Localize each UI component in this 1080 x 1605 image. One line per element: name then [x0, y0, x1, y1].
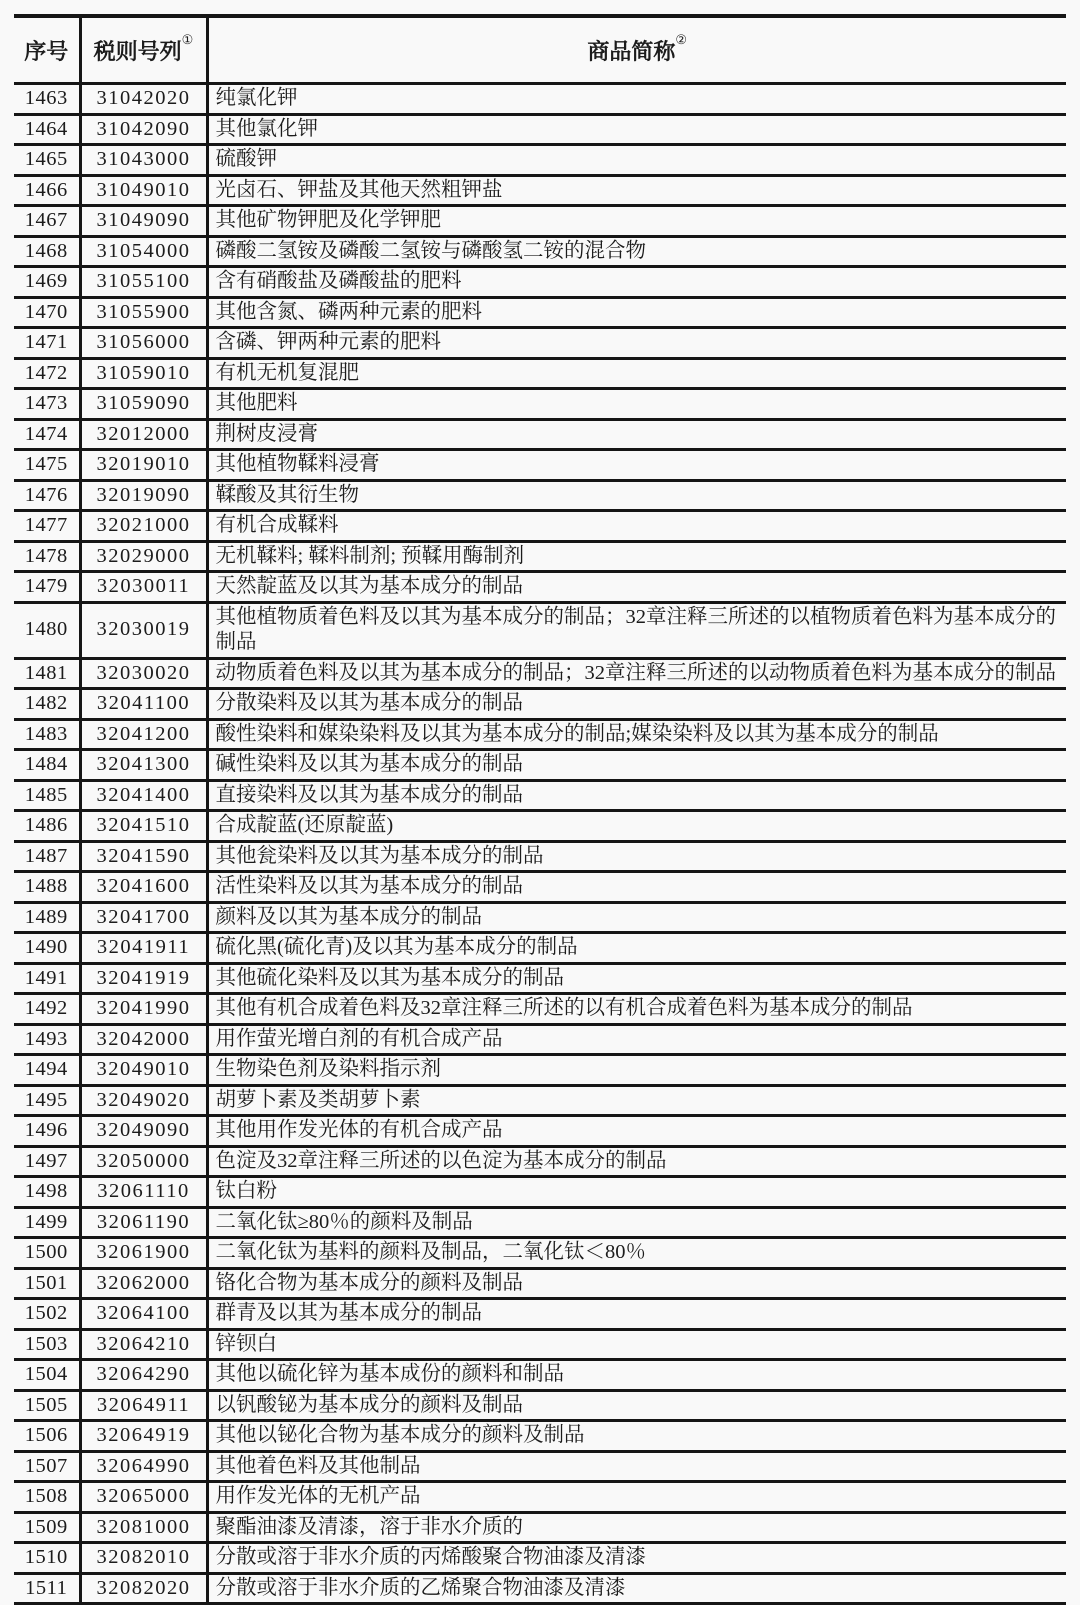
code-cell: 32041400 [80, 780, 207, 811]
serial-cell: 1499 [14, 1207, 80, 1238]
name-cell: 其他以硫化锌为基本成份的颜料和制品 [207, 1360, 1066, 1391]
code-cell: 32042000 [80, 1024, 207, 1055]
serial-cell: 1465 [14, 145, 80, 176]
code-cell: 32081000 [80, 1512, 207, 1543]
code-cell: 32030011 [80, 572, 207, 603]
serial-cell: 1511 [14, 1573, 80, 1604]
serial-cell: 1498 [14, 1177, 80, 1208]
name-cell: 以钒酸铋为基本成分的颜料及制品 [207, 1390, 1066, 1421]
name-cell: 有机无机复混肥 [207, 358, 1066, 389]
code-cell: 31054000 [80, 236, 207, 267]
code-cell: 32064911 [80, 1390, 207, 1421]
serial-cell: 1501 [14, 1268, 80, 1299]
table-row [14, 1177, 1066, 1208]
name-cell: 其他植物鞣料浸膏 [207, 450, 1066, 481]
table-row [14, 511, 1066, 542]
table-row [14, 1207, 1066, 1238]
name-cell: 其他硫化染料及以其为基本成分的制品 [207, 963, 1066, 994]
table-row [14, 358, 1066, 389]
serial-cell: 1510 [14, 1543, 80, 1574]
name-cell: 有机合成鞣料 [207, 511, 1066, 542]
serial-cell: 1488 [14, 872, 80, 903]
code-cell: 32041510 [80, 811, 207, 842]
table-row [14, 780, 1066, 811]
serial-cell: 1481 [14, 658, 80, 689]
code-cell: 32030020 [80, 658, 207, 689]
name-cell: 酸性染料和媒染染料及以其为基本成分的制品;媒染染料及以其为基本成分的制品 [207, 719, 1066, 750]
table-row [14, 84, 1066, 115]
table-row [14, 419, 1066, 450]
table-row [14, 1512, 1066, 1543]
serial-cell: 1480 [14, 602, 80, 658]
name-cell: 天然靛蓝及以其为基本成分的制品 [207, 572, 1066, 603]
code-cell: 32064990 [80, 1451, 207, 1482]
serial-cell: 1467 [14, 206, 80, 237]
footnote-marker-1: ① [181, 32, 194, 48]
serial-cell: 1483 [14, 719, 80, 750]
serial-cell: 1492 [14, 994, 80, 1025]
code-cell: 32082020 [80, 1573, 207, 1604]
serial-cell: 1486 [14, 811, 80, 842]
serial-cell: 1504 [14, 1360, 80, 1391]
table-row [14, 328, 1066, 359]
table-row [14, 750, 1066, 781]
code-cell: 32049090 [80, 1116, 207, 1147]
name-cell: 分散或溶于非水介质的乙烯聚合物油漆及清漆 [207, 1573, 1066, 1604]
code-cell: 32061900 [80, 1238, 207, 1269]
table-row [14, 811, 1066, 842]
serial-cell: 1497 [14, 1146, 80, 1177]
serial-cell: 1509 [14, 1512, 80, 1543]
name-cell: 分散染料及以其为基本成分的制品 [207, 689, 1066, 720]
table-row [14, 572, 1066, 603]
serial-cell: 1496 [14, 1116, 80, 1147]
name-cell: 活性染料及以其为基本成分的制品 [207, 872, 1066, 903]
column-header-serial [14, 16, 80, 84]
code-cell: 32041300 [80, 750, 207, 781]
table-row [14, 1360, 1066, 1391]
name-cell: 聚酯油漆及清漆，溶于非水介质的 [207, 1512, 1066, 1543]
serial-cell: 1507 [14, 1451, 80, 1482]
name-cell: 合成靛蓝(还原靛蓝) [207, 811, 1066, 842]
table-body [14, 84, 1066, 1604]
code-cell: 31055100 [80, 267, 207, 298]
table-row [14, 1055, 1066, 1086]
name-cell: 含磷、钾两种元素的肥料 [207, 328, 1066, 359]
serial-cell: 1494 [14, 1055, 80, 1086]
table-row [14, 1390, 1066, 1421]
serial-cell: 1466 [14, 175, 80, 206]
serial-cell: 1479 [14, 572, 80, 603]
name-cell: 其他有机合成着色料及32章注释三所述的以有机合成着色料为基本成分的制品 [207, 994, 1066, 1025]
table-row [14, 1421, 1066, 1452]
name-cell: 磷酸二氢铵及磷酸二氢铵与磷酸氢二铵的混合物 [207, 236, 1066, 267]
serial-cell: 1502 [14, 1299, 80, 1330]
code-cell: 31056000 [80, 328, 207, 359]
code-cell: 32041911 [80, 933, 207, 964]
table-row [14, 297, 1066, 328]
name-cell: 无机鞣料; 鞣料制剂; 预鞣用酶制剂 [207, 541, 1066, 572]
table-row [14, 658, 1066, 689]
code-cell: 31042020 [80, 84, 207, 115]
table-row [14, 1543, 1066, 1574]
name-cell: 铬化合物为基本成分的颜料及制品 [207, 1268, 1066, 1299]
table-row [14, 389, 1066, 420]
name-cell: 其他用作发光体的有机合成产品 [207, 1116, 1066, 1147]
code-cell: 31059010 [80, 358, 207, 389]
serial-cell: 1476 [14, 480, 80, 511]
code-cell: 32061110 [80, 1177, 207, 1208]
name-cell: 锌钡白 [207, 1329, 1066, 1360]
name-cell: 光卤石、钾盐及其他天然粗钾盐 [207, 175, 1066, 206]
code-cell: 32061190 [80, 1207, 207, 1238]
code-cell: 32029000 [80, 541, 207, 572]
table-row [14, 689, 1066, 720]
table-row [14, 1451, 1066, 1482]
table-row [14, 902, 1066, 933]
name-cell: 群青及以其为基本成分的制品 [207, 1299, 1066, 1330]
name-cell: 二氧化钛为基料的颜料及制品，二氧化钛＜80％ [207, 1238, 1066, 1269]
column-header-serial-label: 序号 [24, 38, 69, 64]
table-row [14, 450, 1066, 481]
serial-cell: 1503 [14, 1329, 80, 1360]
code-cell: 32041600 [80, 872, 207, 903]
serial-cell: 1491 [14, 963, 80, 994]
name-cell: 鞣酸及其衍生物 [207, 480, 1066, 511]
table-row [14, 933, 1066, 964]
name-cell: 纯氯化钾 [207, 84, 1066, 115]
serial-cell: 1478 [14, 541, 80, 572]
table-row [14, 1482, 1066, 1513]
table-row [14, 1268, 1066, 1299]
table-row [14, 145, 1066, 176]
code-cell: 31049010 [80, 175, 207, 206]
name-cell: 分散或溶于非水介质的丙烯酸聚合物油漆及清漆 [207, 1543, 1066, 1574]
name-cell: 含有硝酸盐及磷酸盐的肥料 [207, 267, 1066, 298]
name-cell: 硫酸钾 [207, 145, 1066, 176]
table-row [14, 206, 1066, 237]
code-cell: 32041590 [80, 841, 207, 872]
name-cell: 二氧化钛≥80％的颜料及制品 [207, 1207, 1066, 1238]
code-cell: 31059090 [80, 389, 207, 420]
serial-cell: 1487 [14, 841, 80, 872]
code-cell: 32030019 [80, 602, 207, 658]
code-cell: 32050000 [80, 1146, 207, 1177]
serial-cell: 1470 [14, 297, 80, 328]
name-cell: 荆树皮浸膏 [207, 419, 1066, 450]
table-row [14, 175, 1066, 206]
table-row [14, 1238, 1066, 1269]
name-cell: 动物质着色料及以其为基本成分的制品；32章注释三所述的以动物质着色料为基本成分的制品 [207, 658, 1066, 689]
code-cell: 32049020 [80, 1085, 207, 1116]
code-cell: 32041700 [80, 902, 207, 933]
code-cell: 31042090 [80, 114, 207, 145]
table-row [14, 480, 1066, 511]
table-row [14, 541, 1066, 572]
name-cell: 其他氯化钾 [207, 114, 1066, 145]
table-row [14, 1146, 1066, 1177]
name-cell: 其他矿物钾肥及化学钾肥 [207, 206, 1066, 237]
tariff-table [14, 14, 1066, 1605]
serial-cell: 1477 [14, 511, 80, 542]
serial-cell: 1506 [14, 1421, 80, 1452]
code-cell: 32019010 [80, 450, 207, 481]
name-cell: 用作萤光增白剂的有机合成产品 [207, 1024, 1066, 1055]
footnote-marker-2: ② [675, 32, 688, 48]
serial-cell: 1489 [14, 902, 80, 933]
table-row [14, 236, 1066, 267]
code-cell: 32062000 [80, 1268, 207, 1299]
table-row [14, 719, 1066, 750]
table-row [14, 963, 1066, 994]
code-cell: 32019090 [80, 480, 207, 511]
serial-cell: 1485 [14, 780, 80, 811]
serial-cell: 1464 [14, 114, 80, 145]
serial-cell: 1495 [14, 1085, 80, 1116]
serial-cell: 1505 [14, 1390, 80, 1421]
name-cell: 钛白粉 [207, 1177, 1066, 1208]
name-cell: 硫化黑(硫化青)及以其为基本成分的制品 [207, 933, 1066, 964]
code-cell: 32064290 [80, 1360, 207, 1391]
code-cell: 32064100 [80, 1299, 207, 1330]
code-cell: 31043000 [80, 145, 207, 176]
table-row [14, 1329, 1066, 1360]
name-cell: 其他瓮染料及以其为基本成分的制品 [207, 841, 1066, 872]
code-cell: 32041100 [80, 689, 207, 720]
code-cell: 31049090 [80, 206, 207, 237]
table-row [14, 841, 1066, 872]
serial-cell: 1469 [14, 267, 80, 298]
serial-cell: 1475 [14, 450, 80, 481]
code-cell: 32041200 [80, 719, 207, 750]
serial-cell: 1471 [14, 328, 80, 359]
table-row [14, 1299, 1066, 1330]
code-cell: 32041919 [80, 963, 207, 994]
header-row [14, 16, 1066, 84]
code-cell: 32049010 [80, 1055, 207, 1086]
name-cell: 用作发光体的无机产品 [207, 1482, 1066, 1513]
table-row [14, 872, 1066, 903]
name-cell: 碱性染料及以其为基本成分的制品 [207, 750, 1066, 781]
code-cell: 32064210 [80, 1329, 207, 1360]
serial-cell: 1482 [14, 689, 80, 720]
serial-cell: 1463 [14, 84, 80, 115]
serial-cell: 1484 [14, 750, 80, 781]
table-row [14, 1024, 1066, 1055]
code-cell: 32021000 [80, 511, 207, 542]
code-cell: 32012000 [80, 419, 207, 450]
table-row [14, 1116, 1066, 1147]
column-header-tariff-code-label: 税则号列 [93, 38, 182, 64]
table-row [14, 1573, 1066, 1604]
column-header-tariff-code [80, 16, 207, 84]
name-cell: 直接染料及以其为基本成分的制品 [207, 780, 1066, 811]
name-cell: 色淀及32章注释三所述的以色淀为基本成分的制品 [207, 1146, 1066, 1177]
code-cell: 32082010 [80, 1543, 207, 1574]
code-cell: 31055900 [80, 297, 207, 328]
code-cell: 32041990 [80, 994, 207, 1025]
name-cell: 其他肥料 [207, 389, 1066, 420]
serial-cell: 1472 [14, 358, 80, 389]
name-cell: 胡萝卜素及类胡萝卜素 [207, 1085, 1066, 1116]
name-cell: 生物染色剂及染料指示剂 [207, 1055, 1066, 1086]
table-row [14, 1085, 1066, 1116]
code-cell: 32064919 [80, 1421, 207, 1452]
table-row [14, 114, 1066, 145]
code-cell: 32065000 [80, 1482, 207, 1513]
name-cell: 其他以铋化合物为基本成分的颜料及制品 [207, 1421, 1066, 1452]
name-cell: 其他着色料及其他制品 [207, 1451, 1066, 1482]
column-header-product-name-label: 商品简称 [587, 38, 676, 64]
name-cell: 其他植物质着色料及以其为基本成分的制品；32章注释三所述的以植物质着色料为基本成分的制品 [207, 602, 1066, 658]
serial-cell: 1490 [14, 933, 80, 964]
name-cell: 颜料及以其为基本成分的制品 [207, 902, 1066, 933]
table-row [14, 994, 1066, 1025]
name-cell: 其他含氮、磷两种元素的肥料 [207, 297, 1066, 328]
serial-cell: 1493 [14, 1024, 80, 1055]
serial-cell: 1500 [14, 1238, 80, 1269]
serial-cell: 1468 [14, 236, 80, 267]
serial-cell: 1473 [14, 389, 80, 420]
serial-cell: 1508 [14, 1482, 80, 1513]
column-header-product-name [207, 16, 1066, 84]
table-row [14, 602, 1066, 658]
table-row [14, 267, 1066, 298]
serial-cell: 1474 [14, 419, 80, 450]
